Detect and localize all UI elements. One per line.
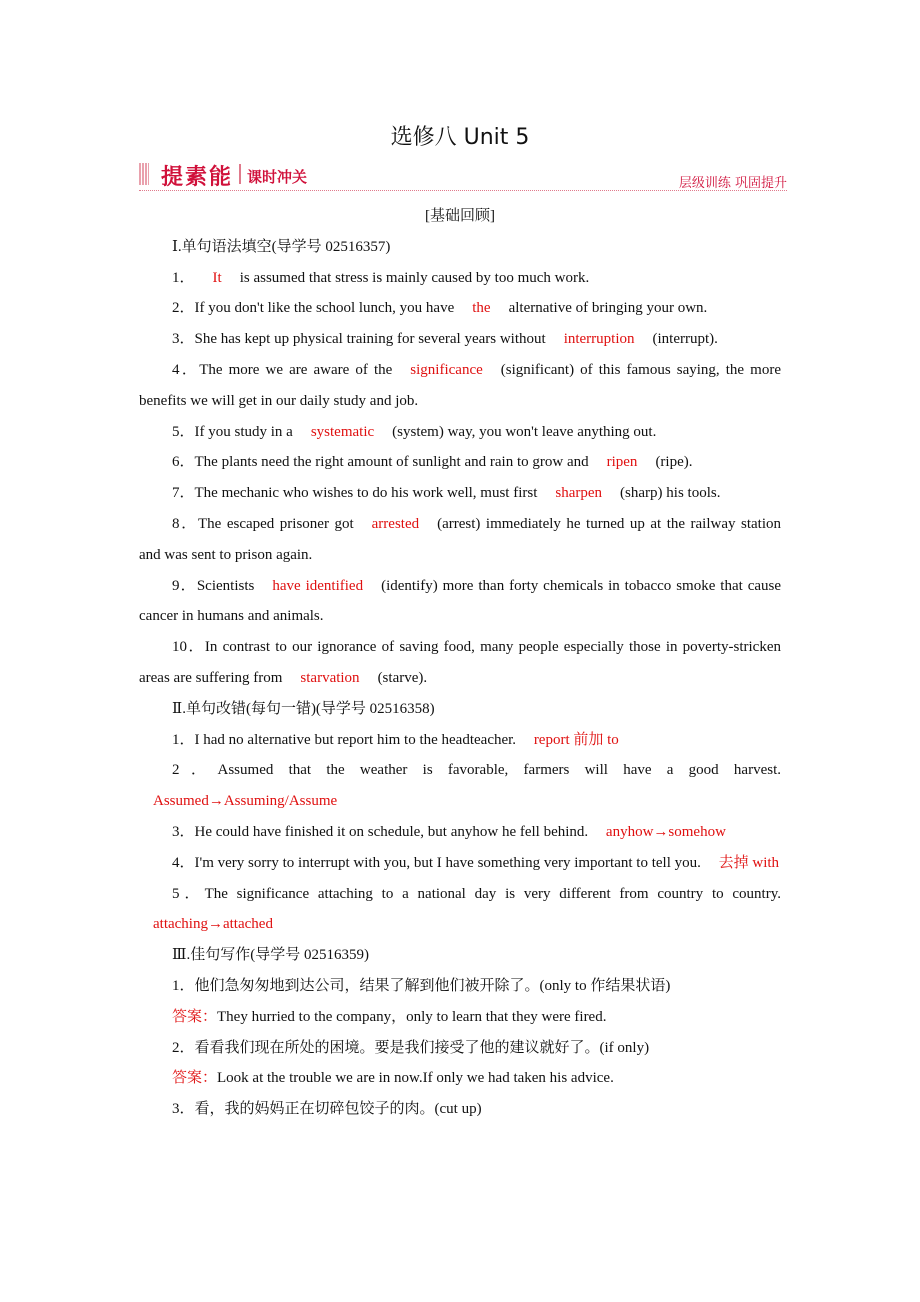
question-item bbox=[139, 417, 781, 448]
writing-prompt bbox=[139, 971, 781, 1002]
answer: It bbox=[212, 269, 222, 286]
item-text-before: The mechanic who wishes to do his work well, must first bbox=[194, 485, 538, 502]
writing-prompt bbox=[139, 1094, 781, 1125]
page-title: 选修八 Unit 5 bbox=[390, 125, 530, 150]
item-number: 8． bbox=[172, 515, 199, 532]
item-number: 3． bbox=[172, 823, 195, 840]
item-text-after: (identify) more than forty chemicals in tobacco smoke that cause cancer in humans and animals. bbox=[139, 577, 781, 625]
question-item bbox=[139, 324, 781, 355]
item-text-after: (sharp) his tools. bbox=[620, 485, 721, 502]
question-item bbox=[139, 355, 781, 417]
banner-sub: 课时冲关 bbox=[247, 168, 308, 186]
answer: starvation bbox=[300, 669, 360, 686]
item-number: 9． bbox=[172, 577, 197, 594]
answer: significance bbox=[410, 361, 483, 378]
section-heading: [基础回顾] bbox=[425, 208, 495, 224]
item-number: 2． bbox=[172, 762, 218, 779]
correction-item bbox=[139, 725, 781, 756]
part1-heading: Ⅰ.单句语法填空(导学号 02516357) bbox=[172, 238, 391, 255]
correction-item bbox=[139, 879, 781, 941]
answer-label: 答案： bbox=[172, 1008, 218, 1025]
item-text: I'm very sorry to interrupt with you, but I have something very important to tell you. bbox=[194, 854, 701, 871]
question-item bbox=[139, 509, 781, 571]
item-number: 2． bbox=[172, 1039, 195, 1056]
item-text-before: Scientists bbox=[196, 577, 255, 594]
correction-item bbox=[139, 755, 781, 817]
item-number: 10． bbox=[172, 639, 205, 656]
writing-answer bbox=[139, 1002, 781, 1033]
correction-item bbox=[139, 817, 781, 848]
question-item bbox=[139, 293, 781, 324]
item-text-before: If you don't like the school lunch, you have bbox=[194, 300, 455, 317]
answer: the bbox=[472, 300, 491, 317]
prompt-text: 看，我的妈妈正在切碎包饺子的肉。(cut up) bbox=[194, 1101, 482, 1118]
item-text-before: The escaped prisoner got bbox=[198, 515, 354, 532]
item-number: 2． bbox=[172, 300, 195, 317]
question-item bbox=[139, 571, 781, 633]
item-text-after: (system) way, you won't leave anything out. bbox=[392, 423, 657, 440]
item-text-before: If you study in a bbox=[194, 423, 293, 440]
item-number: 3． bbox=[172, 331, 195, 348]
section-banner bbox=[139, 160, 787, 191]
item-text-after: is assumed that stress is mainly caused by too much work. bbox=[239, 269, 590, 286]
part3-heading: Ⅲ.佳句写作(导学号 02516359) bbox=[172, 947, 369, 964]
item-number: 1． bbox=[172, 977, 195, 994]
item-number: 1． bbox=[172, 269, 195, 286]
item-text: I had no alternative but report him to the headteacher. bbox=[194, 731, 517, 748]
item-number: 7． bbox=[172, 485, 195, 502]
banner-decoration bbox=[139, 163, 149, 185]
item-text-after: alternative of bringing your own. bbox=[508, 300, 708, 317]
question-item bbox=[139, 632, 781, 694]
question-item bbox=[139, 478, 781, 509]
writing-prompt bbox=[139, 1033, 781, 1064]
question-item bbox=[139, 263, 781, 294]
item-number: 4． bbox=[172, 854, 195, 871]
item-text-before: The more we are aware of the bbox=[199, 361, 393, 378]
item-text-after: (ripe). bbox=[655, 454, 693, 471]
answer: arrested bbox=[371, 515, 420, 532]
item-text: He could have finished it on schedule, but anyhow he fell behind. bbox=[194, 823, 589, 840]
correction: anyhow→somehow bbox=[605, 823, 726, 840]
question-item bbox=[139, 447, 781, 478]
part2-heading: Ⅱ.单句改错(每句一错)(导学号 02516358) bbox=[172, 700, 435, 717]
item-number: 3． bbox=[172, 1101, 195, 1118]
document-body bbox=[139, 201, 781, 1125]
answer: interruption bbox=[563, 331, 635, 348]
item-text-after: (significant) of this famous saying, the more benefits we will get in our daily study and job. bbox=[139, 361, 781, 409]
item-number: 5． bbox=[172, 885, 205, 902]
item-text: Assumed that the weather is favorable, farmers will have a good harvest. bbox=[217, 762, 781, 779]
correction: 去掉 with bbox=[718, 854, 780, 871]
correction: attaching→attached bbox=[153, 916, 273, 933]
item-number: 6． bbox=[172, 454, 195, 471]
item-text: The significance attaching to a national day is very different from country to country. bbox=[204, 885, 781, 902]
correction: report 前加 to bbox=[533, 731, 619, 748]
item-text-after: (arrest) immediately he turned up at the railway station and was sent to prison again. bbox=[139, 515, 782, 563]
answer-text: They hurried to the company，only to learn that they were fired. bbox=[217, 1008, 607, 1025]
item-number: 1． bbox=[172, 731, 195, 748]
item-text-after: (interrupt). bbox=[652, 331, 718, 348]
item-number: 4． bbox=[172, 361, 200, 378]
item-text-before: In contrast to our ignorance of saving food, many people especially those in poverty-stricken areas are suffering from bbox=[139, 639, 781, 686]
answer: ripen bbox=[606, 454, 638, 471]
item-text-before: She has kept up physical training for several years without bbox=[194, 331, 546, 348]
answer: systematic bbox=[310, 423, 375, 440]
answer: sharpen bbox=[555, 485, 603, 502]
item-number: 5． bbox=[172, 423, 195, 440]
banner-main: 提素能 bbox=[161, 165, 234, 190]
correction-item bbox=[139, 848, 781, 879]
answer-text: Look at the trouble we are in now.If only we had taken his advice. bbox=[217, 1070, 614, 1087]
prompt-text: 他们急匆匆地到达公司，结果了解到他们被开除了。(only to 作结果状语) bbox=[194, 977, 671, 994]
writing-answer bbox=[139, 1063, 781, 1094]
item-text-before: The plants need the right amount of sunlight and rain to grow and bbox=[194, 454, 589, 471]
answer-label: 答案： bbox=[172, 1070, 218, 1087]
prompt-text: 看看我们现在所处的困境。要是我们接受了他的建议就好了。(if only) bbox=[194, 1039, 650, 1056]
banner-divider bbox=[239, 164, 241, 184]
correction: Assumed→Assuming/Assume bbox=[153, 793, 338, 810]
banner-right: 层级训练 巩固提升 bbox=[678, 176, 787, 191]
answer: have identified bbox=[272, 577, 364, 594]
item-text-after: (starve). bbox=[377, 669, 428, 686]
